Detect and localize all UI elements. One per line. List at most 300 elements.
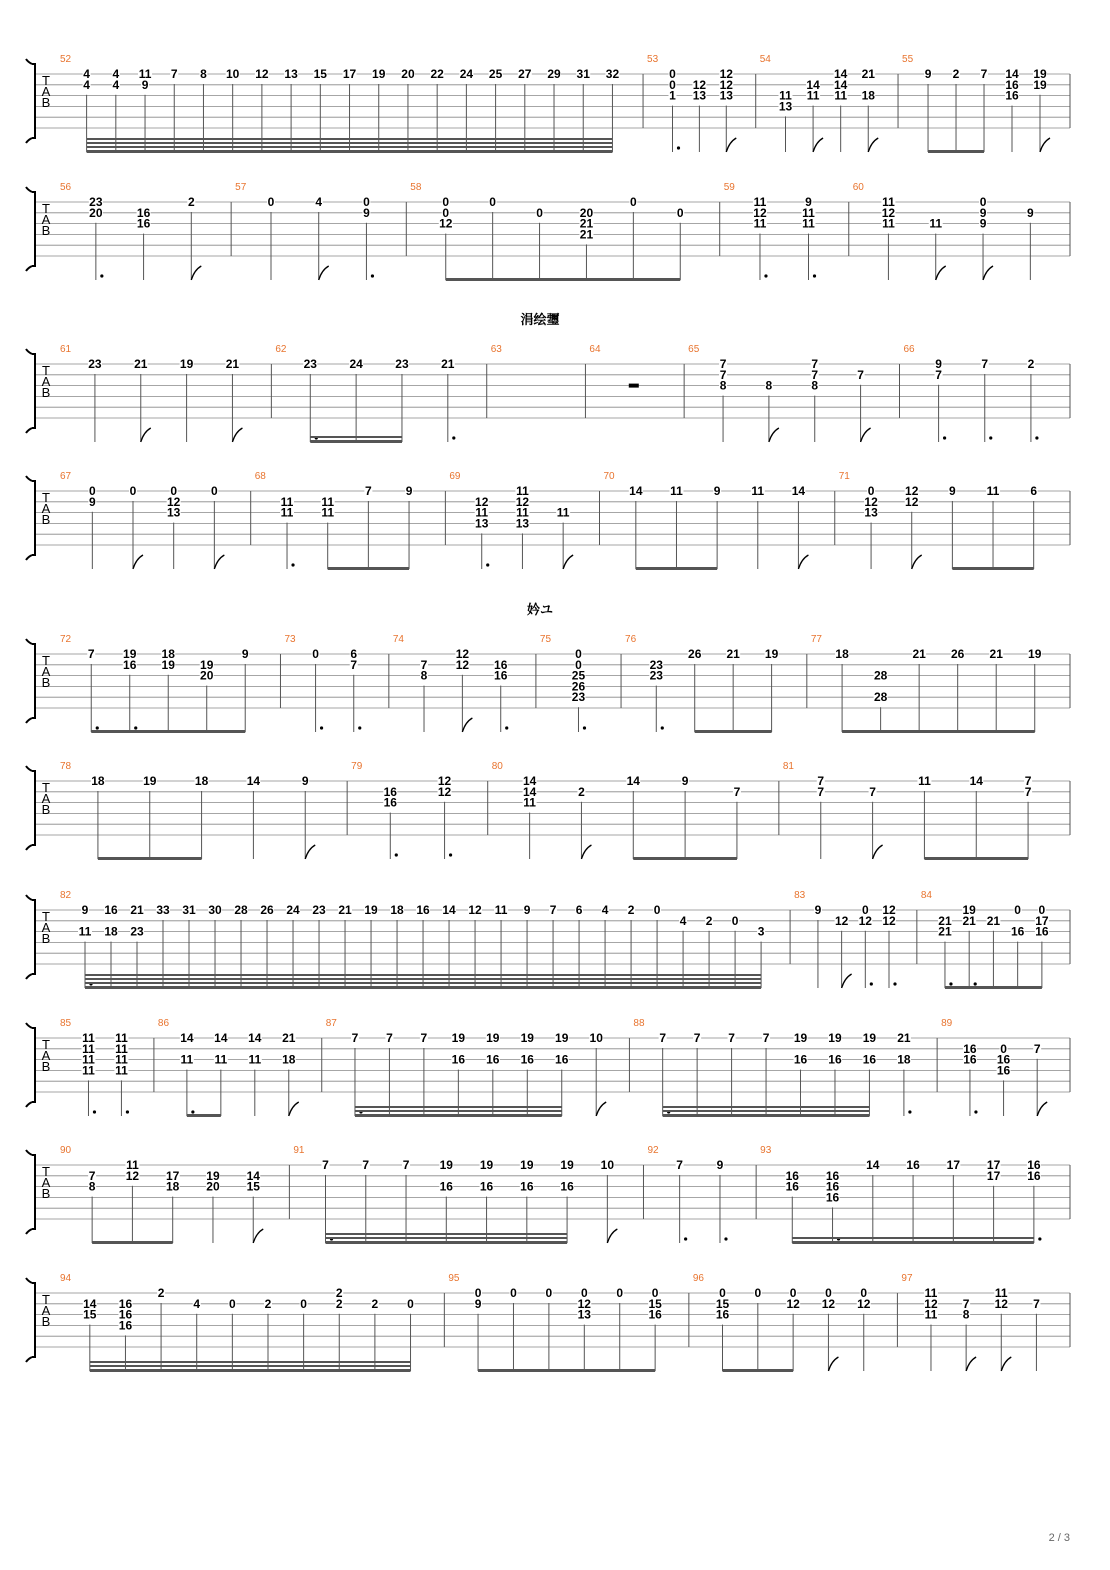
system-bracket (26, 59, 35, 143)
fret-number: 8 (200, 67, 207, 81)
measure-number: 54 (759, 54, 771, 65)
dot (358, 726, 361, 729)
fret-number: 7 (402, 1158, 410, 1172)
tab-clef-letter: A (41, 374, 51, 389)
tab-clef-letter: T (42, 1164, 50, 1179)
fret-number: 2 (264, 1296, 272, 1311)
eighth-flag (966, 1357, 976, 1371)
measure-96 (689, 1273, 871, 1372)
fret-number: 14 (629, 484, 643, 498)
measure-number: 88 (633, 1018, 645, 1029)
section-title: 妗ユ (526, 603, 554, 618)
eighth-flag (798, 555, 808, 569)
tab-clef-letter: B (41, 1186, 51, 1201)
fret-number: 2 (952, 67, 960, 81)
fret-number: 0 (860, 1286, 868, 1300)
fret-number: 11 (834, 88, 848, 103)
fret-number: 11 (516, 505, 529, 520)
measure-number: 93 (760, 1145, 772, 1156)
tab-clef-letter: A (41, 84, 51, 99)
fret-number: 13 (577, 1307, 591, 1322)
fret-number: 4 (112, 67, 120, 81)
dot (96, 726, 99, 729)
beam (326, 1237, 568, 1239)
fret-number: 24 (286, 903, 300, 917)
fret-number: 21 (130, 903, 144, 917)
measure-71 (835, 471, 1038, 570)
fret-number: 2 (335, 1286, 343, 1300)
fret-number: 14 (791, 484, 806, 498)
measure-86 (154, 1018, 299, 1117)
fret-number: 19 (372, 67, 386, 81)
fret-number: 11 (986, 484, 1000, 498)
measure-65 (684, 344, 870, 442)
fret-number: 19 (479, 1158, 494, 1172)
fret-number: 7 (981, 357, 989, 371)
tab-clef-letter: T (42, 780, 50, 795)
fret-number: 11 (751, 484, 765, 498)
fret-number: 15 (83, 1307, 97, 1322)
dot (724, 1237, 727, 1240)
fret-number: 21 (579, 227, 594, 242)
tab-system (26, 1273, 1070, 1372)
fret-number: 0 (442, 205, 450, 220)
fret-number: 11 (753, 216, 767, 231)
fret-number: 7 (719, 367, 727, 382)
tab-clef-letter: T (42, 490, 50, 505)
fret-number: 16 (486, 1052, 500, 1067)
eighth-flag (842, 974, 852, 988)
fret-number: 4 (193, 1296, 201, 1311)
fret-number: 21 (579, 216, 594, 231)
fret-number: 8 (811, 378, 819, 393)
fret-number: 16 (1010, 924, 1025, 939)
measure-number: 59 (723, 182, 735, 193)
fret-number: 12 (468, 903, 482, 917)
fret-number: 0 (545, 1286, 553, 1300)
measure-52 (60, 54, 619, 153)
measure-number: 57 (235, 182, 247, 193)
fret-number: 0 (719, 1286, 726, 1300)
fret-number: 9 (681, 774, 689, 788)
tab-clef-letter: A (41, 1048, 51, 1063)
fret-number: 31 (182, 903, 196, 917)
eighth-flag (289, 1102, 299, 1116)
fret-number: 11 (82, 1041, 95, 1056)
tab-clef-letter: T (42, 201, 50, 216)
fret-number: 16 (785, 1168, 799, 1183)
fret-number: 13 (167, 505, 181, 520)
dot (486, 563, 489, 566)
fret-number: 13 (864, 505, 878, 520)
fret-number: 16 (494, 657, 508, 672)
fret-number: 11 (882, 195, 895, 209)
measure-79 (347, 761, 452, 859)
beam (85, 982, 761, 984)
fret-number: 8 (719, 378, 727, 393)
tab-clef-letter: T (42, 1292, 50, 1307)
measure-number: 83 (794, 890, 806, 901)
fret-number: 2 (578, 784, 585, 799)
tab-clef-letter: B (41, 675, 51, 690)
beam (92, 1241, 173, 1244)
fret-number: 11 (994, 1286, 1008, 1300)
tab-clef-letter: A (41, 791, 51, 806)
fret-number: 9 (716, 1158, 724, 1172)
measure-number: 67 (60, 471, 72, 482)
fret-number: 12 (719, 67, 733, 81)
fret-number: 13 (475, 516, 489, 531)
measure-61 (60, 344, 242, 442)
fret-number: 12 (255, 67, 269, 81)
eighth-flag (319, 266, 329, 280)
measure-94 (60, 1273, 415, 1372)
measure-62 (271, 344, 455, 443)
measure-75 (536, 634, 586, 732)
fret-number: 17 (342, 67, 357, 81)
fret-number: 2 (157, 1286, 165, 1300)
fret-number: 11 (779, 88, 792, 103)
fret-number: 16 (1035, 924, 1049, 939)
fret-number: 0 (789, 1286, 797, 1300)
fret-number: 9 (363, 205, 370, 220)
page-number: 2 / 3 (1048, 1532, 1070, 1544)
fret-number: 7 (693, 1031, 701, 1045)
fret-number: 14 (83, 1296, 97, 1311)
fret-number: 18 (897, 1052, 911, 1067)
fret-number: 11 (82, 1031, 95, 1045)
fret-number: 12 (437, 774, 452, 788)
fret-number: 11 (924, 1286, 938, 1300)
eighth-flag (868, 138, 878, 152)
eighth-flag (912, 555, 922, 569)
tab-system (26, 761, 1070, 860)
measure-53 (643, 54, 736, 152)
tab-clef-letter: T (42, 363, 50, 378)
measure-number: 78 (60, 761, 72, 772)
fret-number: 0 (676, 205, 684, 220)
fret-number: 12 (786, 1296, 800, 1311)
fret-number: 11 (126, 1158, 139, 1172)
fret-number: 8 (420, 668, 428, 683)
measure-number: 69 (449, 471, 461, 482)
tab-clef-letter: A (41, 212, 51, 227)
fret-number: 0 (363, 195, 370, 209)
tab-system (26, 634, 1070, 733)
measure-68 (251, 471, 413, 570)
fret-number: 2 (335, 1296, 343, 1311)
fret-number: 0 (442, 195, 450, 209)
fret-number: 9 (88, 494, 96, 509)
fret-number: 26 (688, 647, 702, 661)
fret-number: 7 (420, 1031, 428, 1045)
fret-number: 18 (91, 774, 105, 788)
fret-number: 28 (873, 690, 888, 705)
fret-number: 16 (906, 1158, 920, 1172)
dot (371, 274, 374, 277)
fret-number: 2 (371, 1296, 379, 1311)
fret-number: 0 (312, 647, 319, 661)
measure-number: 73 (284, 634, 296, 645)
fret-number: 21 (861, 67, 875, 81)
eighth-flag (983, 266, 993, 280)
dot (974, 1110, 977, 1113)
beam (355, 1114, 562, 1117)
measure-number: 95 (448, 1273, 460, 1284)
beam (663, 1114, 870, 1117)
beam (87, 138, 613, 140)
fret-number: 8 (765, 378, 773, 393)
fret-number: 16 (793, 1052, 808, 1067)
beam (187, 1114, 221, 1117)
tab-clef-letter: B (41, 802, 51, 817)
fret-number: 11 (802, 205, 815, 220)
fret-number: 19 (161, 657, 175, 672)
fret-number: 23 (303, 357, 317, 371)
fret-number: 26 (571, 679, 586, 694)
fret-number: 0 (867, 484, 875, 498)
beam (326, 1241, 568, 1244)
tab-system (26, 54, 1070, 153)
fret-number: 23 (395, 357, 409, 371)
fret-number: 11 (882, 216, 895, 231)
dot (813, 274, 816, 277)
measure-number: 79 (351, 761, 363, 772)
measure-number: 82 (60, 890, 72, 901)
measure-number: 60 (852, 182, 864, 193)
fret-number: 7 (935, 367, 942, 382)
fret-number: 19 (364, 903, 378, 917)
fret-number: 7 (88, 1168, 96, 1183)
fret-number: 16 (494, 668, 508, 683)
fret-number: 19 (439, 1158, 453, 1172)
fret-number: 9 (81, 903, 89, 917)
eighth-flag (214, 555, 224, 569)
tab-clef-letter: A (41, 501, 51, 516)
beam (928, 150, 984, 153)
measure-number: 76 (625, 634, 637, 645)
fret-number: 0 (229, 1296, 236, 1311)
dot (908, 1110, 911, 1113)
fret-number: 11 (248, 1052, 262, 1067)
fret-number: 9 (713, 484, 721, 498)
tab-clef-letter: T (42, 909, 50, 924)
measure-91 (289, 1145, 617, 1244)
fret-number: 28 (234, 903, 248, 917)
fret-number: 14 (180, 1031, 194, 1045)
fret-number: 14 (833, 77, 848, 92)
measure-54 (756, 54, 879, 152)
eighth-flag (828, 1357, 838, 1371)
dot (893, 982, 896, 985)
fret-number: 12 (437, 784, 452, 799)
fret-number: 16 (136, 216, 151, 231)
fret-number: 4 (315, 195, 323, 209)
system-bracket (26, 895, 35, 979)
measure-67 (60, 471, 224, 569)
fret-number: 7 (1024, 774, 1032, 788)
fret-number: 24 (459, 67, 474, 81)
fret-number: 11 (115, 1063, 128, 1078)
measure-number: 97 (901, 1273, 913, 1284)
beam (90, 1369, 411, 1372)
fret-number: 14 (969, 774, 983, 788)
measure-57 (231, 182, 374, 280)
fret-number: 19 (143, 774, 157, 788)
dot (1038, 1237, 1041, 1240)
fret-number: 19 (764, 647, 779, 661)
beam (723, 1369, 794, 1372)
fret-number: 9 (141, 77, 149, 92)
fret-number: 16 (118, 1296, 133, 1311)
fret-number: 7 (322, 1158, 329, 1172)
fret-number: 0 (129, 484, 137, 498)
beam (355, 1106, 562, 1108)
fret-number: 7 (87, 647, 95, 661)
eighth-flag (726, 138, 736, 152)
fret-number: 13 (515, 516, 530, 531)
fret-number: 16 (104, 903, 118, 917)
measure-81 (779, 761, 1032, 860)
system-bracket (26, 1023, 35, 1107)
fret-number: 7 (811, 357, 819, 371)
measure-number: 58 (410, 182, 422, 193)
eighth-flag (563, 555, 573, 569)
beam (90, 1361, 411, 1363)
fret-number: 11 (78, 924, 92, 939)
fret-number: 12 (905, 494, 919, 509)
fret-number: 15 (715, 1296, 730, 1311)
fret-number: 11 (556, 505, 570, 520)
fret-number: 4 (601, 903, 609, 917)
dot (320, 726, 323, 729)
fret-number: 0 (575, 657, 582, 672)
fret-number: 19 (862, 1031, 877, 1045)
fret-number: 20 (401, 67, 415, 81)
fret-number: 11 (670, 484, 683, 498)
measure-80 (488, 761, 741, 860)
fret-number: 10 (589, 1031, 603, 1045)
fret-number: 7 (386, 1031, 393, 1045)
fret-number: 0 (474, 1286, 482, 1300)
measure-number: 96 (692, 1273, 704, 1284)
fret-number: 0 (88, 484, 96, 498)
fret-number: 12 (475, 494, 489, 509)
eighth-flag (133, 555, 143, 569)
fret-number: 15 (648, 1296, 662, 1311)
measure-number: 87 (325, 1018, 337, 1029)
fret-number: 11 (924, 1307, 938, 1322)
fret-number: 19 (1033, 67, 1047, 81)
dot (100, 274, 103, 277)
tab-clef-letter: B (41, 385, 51, 400)
tab-clef-letter: T (42, 653, 50, 668)
fret-number: 16 (520, 1052, 534, 1067)
fret-number: 11 (82, 1063, 95, 1078)
eighth-flag (769, 428, 779, 442)
beam (98, 857, 202, 860)
fret-number: 29 (547, 67, 561, 81)
fret-number: 14 (442, 903, 456, 917)
fret-number: 7 (719, 357, 727, 371)
fret-number: 26 (950, 647, 965, 661)
measure-number: 56 (60, 182, 72, 193)
fret-number: 0 (510, 1286, 517, 1300)
measure-number: 84 (920, 890, 932, 901)
dot (505, 726, 508, 729)
measure-number: 90 (60, 1145, 72, 1156)
dot (764, 274, 767, 277)
fret-number: 19 (200, 657, 214, 672)
fret-number: 12 (515, 494, 530, 509)
measure-93 (756, 1145, 1041, 1244)
fret-number: 14 (522, 774, 537, 788)
eighth-flag (232, 428, 242, 442)
measure-number: 68 (254, 471, 266, 482)
fret-number: 7 (1033, 1296, 1040, 1311)
fret-number: 7 (962, 1296, 970, 1311)
fret-number: 19 (962, 903, 976, 917)
fret-number: 11 (115, 1052, 128, 1067)
fret-number: 16 (1005, 88, 1019, 103)
beam (91, 730, 245, 733)
tab-clef-letter: B (41, 512, 51, 527)
fret-number: 13 (719, 88, 733, 103)
fret-number: 18 (166, 1179, 180, 1194)
measure-number: 65 (688, 344, 700, 355)
measure-number: 80 (491, 761, 503, 772)
measure-72 (60, 634, 249, 733)
fret-number: 4 (679, 913, 687, 928)
measure-95 (444, 1273, 662, 1372)
fret-number: 16 (963, 1041, 977, 1056)
fret-number: 11 (929, 216, 943, 231)
dot (989, 436, 992, 439)
system-bracket (26, 766, 35, 850)
fret-number: 12 (834, 913, 849, 928)
measure-55 (898, 54, 1050, 153)
fret-number: 16 (715, 1307, 730, 1322)
fret-number: 0 (1000, 1041, 1007, 1056)
beam (328, 567, 409, 570)
fret-number: 19 (560, 1158, 574, 1172)
beam (924, 857, 1028, 860)
fret-number: 14 (806, 77, 820, 92)
section-title: 涓绘瓕 (520, 313, 560, 328)
measure-69 (445, 471, 573, 569)
fret-number: 12 (882, 913, 896, 928)
fret-number: 11 (475, 505, 489, 520)
fret-number: 0 (861, 903, 869, 917)
fret-number: 21 (986, 913, 1001, 928)
fret-number: 7 (980, 67, 988, 81)
measure-73 (280, 634, 361, 732)
tab-system (26, 1145, 1070, 1244)
fret-number: 16 (123, 657, 137, 672)
fret-number: 23 (649, 668, 663, 683)
beam (87, 150, 613, 153)
beam (695, 730, 772, 733)
beam (636, 567, 717, 570)
tab-system (26, 890, 1070, 989)
fret-number: 12 (994, 1296, 1008, 1311)
measure-number: 53 (647, 54, 659, 65)
fret-number: 0 (580, 1286, 588, 1300)
fret-number: 10 (600, 1158, 615, 1172)
dot (126, 1110, 129, 1113)
beam (952, 567, 1033, 570)
fret-number: 0 (211, 484, 218, 498)
